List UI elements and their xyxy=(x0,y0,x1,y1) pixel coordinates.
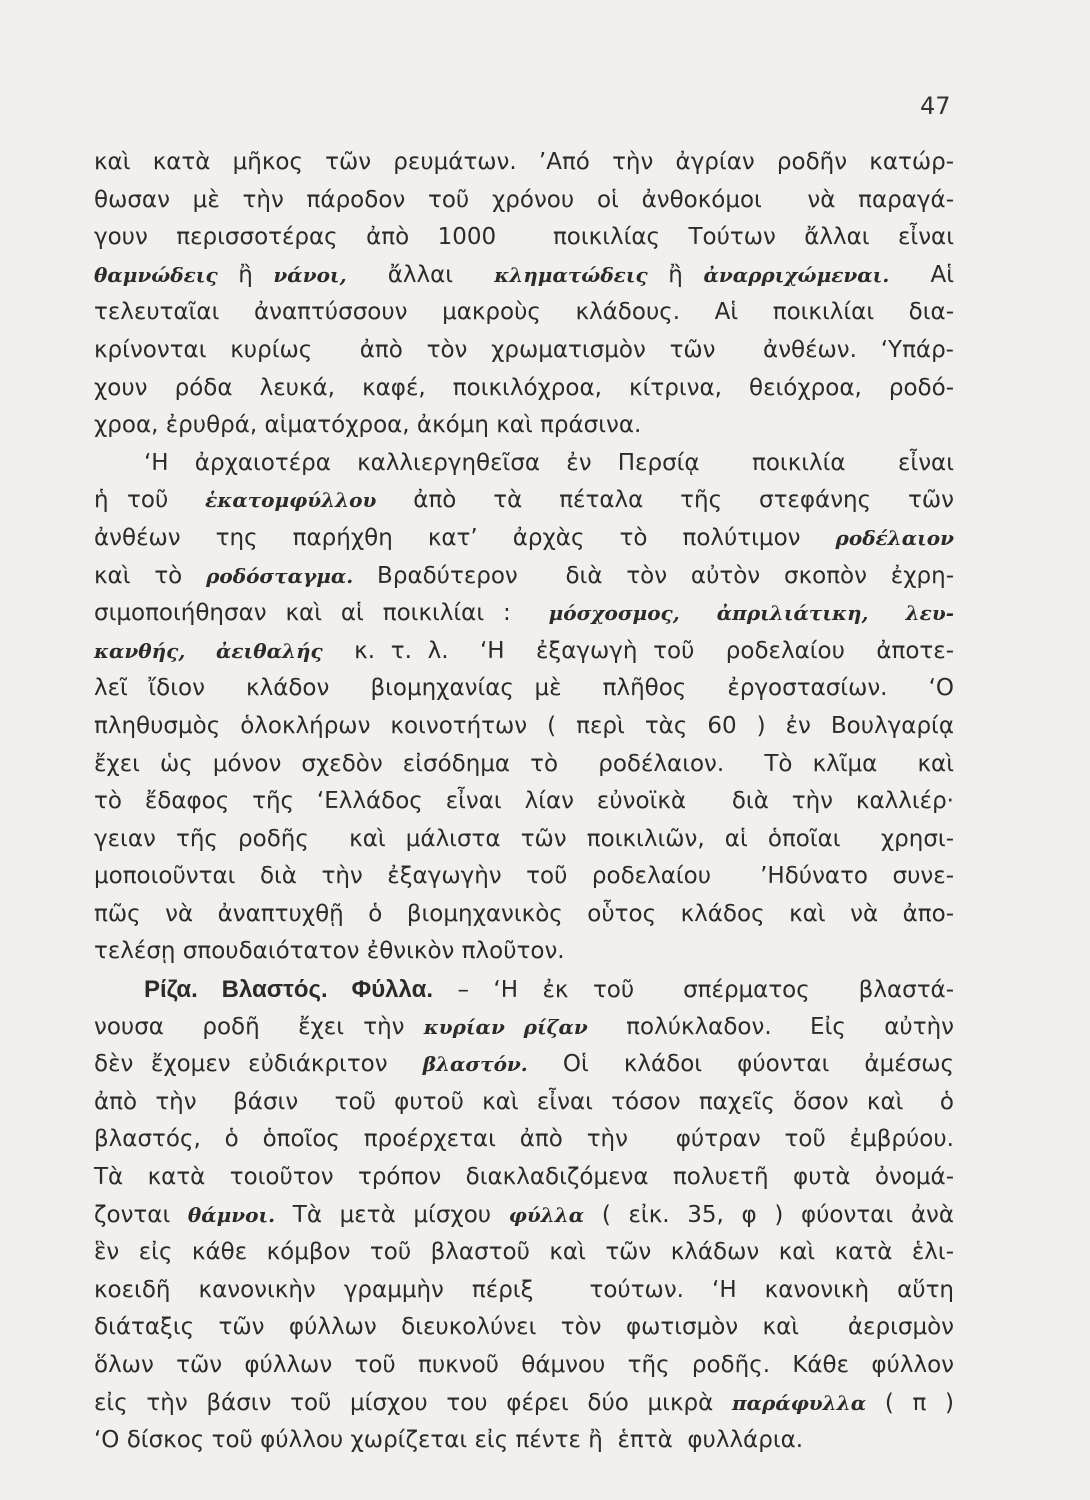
page-number: 47 xyxy=(920,92,951,120)
text-line xyxy=(94,633,954,671)
text-segment: Βραδύτερον διὰ τὸν αὐτὸν σκοπὸν ἐχρη- xyxy=(353,562,955,589)
text-line xyxy=(94,595,954,633)
text-line xyxy=(94,1084,954,1122)
text-line xyxy=(94,1159,954,1197)
text-line xyxy=(94,182,954,220)
text-segment: τελέσῃ σπουδαιότατον ἐθνικὸν πλοῦτον. xyxy=(94,938,565,965)
text-line xyxy=(94,1272,954,1310)
text-line xyxy=(94,821,954,859)
text-segment: χουν ρόδα λευκά, καφέ, ποικιλόχροα, κίτρινα, θειόχροα, ροδό- xyxy=(94,374,954,401)
text-segment: κρίνονται κυρίως ἀπὸ τὸν χρωματισμὸν τῶν ἀνθέων. ‘Υπάρ- xyxy=(94,336,954,363)
text-segment: μοποιοῦνται διὰ τὴν ἐξαγωγὴν τοῦ ροδελαίου ’Ηδύνατο συνε- xyxy=(94,863,954,890)
text-line xyxy=(94,896,954,934)
text-segment: διάταξις τῶν φύλλων διευκολύνει τὸν φωτισμὸν καὶ ἀερισμὸν xyxy=(94,1314,954,1341)
text-segment: ἓν εἰς κάθε κόμβον τοῦ βλαστοῦ καὶ τῶν κλάδων καὶ κατὰ ἑλι- xyxy=(94,1239,954,1266)
text-segment: δὲν ἔχομεν εὐδιάκριτον xyxy=(94,1051,423,1078)
text-segment: – ‘Η ἐκ τοῦ σπέρματος βλαστά- xyxy=(433,977,955,1004)
text-segment: ( π ) xyxy=(866,1389,954,1416)
text-segment: Τὰ μετὰ μίσχου xyxy=(275,1201,509,1228)
emphasized-term: κληματώδεις xyxy=(494,262,648,287)
emphasized-term: μόσχοσμος, ἀπριλιάτικη, λευ- xyxy=(548,601,954,626)
section-heading: Ρίζα. Βλαστός. Φύλλα. xyxy=(144,976,434,1004)
text-segment: τελευταῖαι ἀναπτύσσουν μακροὺς κλάδους. Αἱ ποικιλίαι δια- xyxy=(94,299,954,326)
text-segment: γειαν τῆς ροδῆς καὶ μάλιστα τῶν ποικιλιῶν, αἱ ὁποῖαι χρησι- xyxy=(94,825,954,852)
text-line xyxy=(94,1422,954,1460)
emphasized-term: νάνοι, xyxy=(273,262,347,287)
text-segment: σιμοποιήθησαν καὶ αἱ ποικιλίαι : xyxy=(94,600,549,627)
emphasized-term: ροδέλαιον xyxy=(835,525,954,550)
text-segment: εἰς τὴν βάσιν τοῦ μίσχου του φέρει δύο μικρὰ xyxy=(94,1389,732,1416)
text-segment: ‘Η ἀρχαιοτέρα καλλιεργηθεῖσα ἐν Περσίᾳ ποικιλία εἶναι xyxy=(144,449,954,476)
text-line xyxy=(94,933,954,971)
text-line xyxy=(94,1121,954,1159)
text-line xyxy=(94,1046,954,1084)
text-segment: ἀνθέων της παρήχθη κατ’ ἀρχὰς τὸ πολύτιμον xyxy=(94,524,836,551)
text-segment: πληθυσμὸς ὁλοκλήρων κοινοτήτων ( περὶ τὰς 60 ) ἐν Βουλγαρίᾳ xyxy=(94,712,954,739)
text-line xyxy=(94,783,954,821)
emphasized-term: θαμνώδεις xyxy=(94,262,218,287)
emphasized-term: κανθής, ἀειθαλής xyxy=(94,638,323,663)
text-segment: ἄλλαι xyxy=(346,261,495,288)
text-line xyxy=(94,445,954,483)
emphasized-term: φύλλα xyxy=(508,1202,585,1227)
text-line xyxy=(94,482,954,520)
text-line xyxy=(94,1347,954,1385)
text-line xyxy=(94,1309,954,1347)
emphasized-term: παράφυλλα xyxy=(731,1390,867,1415)
text-line xyxy=(94,1197,954,1235)
text-segment: ἀπὸ τὰ πέταλα τῆς στεφάνης τῶν xyxy=(376,487,954,514)
text-segment: κοειδῆ κανονικὴν γραμμὴν πέριξ τούτων. ‘Η κανονικὴ αὕτη xyxy=(94,1276,954,1303)
text-segment: θωσαν μὲ τὴν πάροδον τοῦ χρόνου οἱ ἀνθοκόμοι νὰ παραγά- xyxy=(94,186,954,213)
text-segment: ὅλων τῶν φύλλων τοῦ πυκνοῦ θάμνου τῆς ροδῆς. Κάθε φύλλον xyxy=(94,1352,954,1378)
text-line xyxy=(94,144,954,182)
text-line xyxy=(94,1385,954,1423)
text-line xyxy=(94,670,954,708)
text-line xyxy=(94,708,954,746)
text-segment: ‘Ο δίσκος τοῦ φύλλου χωρίζεται εἰς πέντε ἢ ἑπτὰ φυλλάρια. xyxy=(94,1427,804,1454)
text-segment: κ. τ. λ. ‘Η ἐξαγωγὴ τοῦ ροδελαίου ἀποτε- xyxy=(322,637,955,664)
text-segment: ( εἰκ. 35, φ ) φύονται ἀνὰ xyxy=(584,1201,954,1228)
text-line xyxy=(94,294,954,332)
text-segment: βλαστός, ὁ ὁποῖος προέρχεται ἀπὸ τὴν φύτραν τοῦ ἐμβρύου. xyxy=(94,1126,954,1153)
text-line xyxy=(94,971,954,1009)
text-line xyxy=(94,370,954,408)
text-line xyxy=(94,520,954,558)
text-segment: ἀπὸ τὴν βάσιν τοῦ φυτοῦ καὶ εἶναι τόσον παχεῖς ὅσον καὶ ὁ xyxy=(94,1088,954,1115)
emphasized-term: ροδόσταγμα. xyxy=(206,563,354,588)
text-segment: καὶ κατὰ μῆκος τῶν ρευμάτων. ’Από τὴν ἀγρίαν ροδῆν κατώρ- xyxy=(94,149,954,175)
emphasized-term: ἀναρριχώμεναι. xyxy=(703,262,890,287)
text-segment: καὶ τὸ xyxy=(94,562,207,589)
text-segment: ζονται xyxy=(94,1201,188,1228)
text-segment: γουν περισσοτέρας ἀπὸ 1000 ποικιλίας Τούτων ἄλλαι εἶναι xyxy=(94,224,954,251)
text-line xyxy=(94,257,954,295)
text-segment: πολύκλαδον. Εἰς αὐτὴν xyxy=(587,1013,954,1040)
text-segment: Αἱ xyxy=(889,261,954,288)
text-line xyxy=(94,219,954,257)
text-segment: πῶς νὰ ἀναπτυχθῇ ὁ βιομηχανικὸς οὗτος κλάδος καὶ νὰ ἀπο- xyxy=(94,900,954,927)
text-line xyxy=(94,746,954,784)
text-segment: τὸ ἔδαφος τῆς ‘Ελλάδος εἶναι λίαν εὐνοϊκὰ διὰ τὴν καλλιέρ· xyxy=(94,788,954,815)
text-segment: νουσα ροδῆ ἔχει τὴν xyxy=(94,1013,424,1040)
text-line xyxy=(94,332,954,370)
emphasized-term: ἑκατομφύλλου xyxy=(205,488,377,513)
body-text xyxy=(94,144,954,1460)
text-segment: ἡ τοῦ xyxy=(94,487,206,514)
text-line xyxy=(94,407,954,445)
text-segment: λεῖ ἴδιον κλάδον βιομηχανίας μὲ πλῆθος ἐργοστασίων. ‘Ο xyxy=(94,675,954,702)
text-line xyxy=(94,1009,954,1047)
text-line xyxy=(94,1234,954,1272)
text-line xyxy=(94,558,954,596)
text-segment: Οἱ κλάδοι φύονται ἀμέσως xyxy=(527,1051,954,1078)
emphasized-term: θάμνοι. xyxy=(187,1202,276,1227)
text-line xyxy=(94,858,954,896)
emphasized-term: βλαστόν. xyxy=(422,1052,528,1077)
text-segment: ἢ xyxy=(647,261,704,288)
text-segment: Τὰ κατὰ τοιοῦτον τρόπον διακλαδιζόμενα πολυετῆ φυτὰ ὀνομά- xyxy=(94,1164,954,1191)
text-segment: ἔχει ὡς μόνον σχεδὸν εἰσόδημα τὸ ροδέλαιον. Τὸ κλῖμα καὶ xyxy=(94,750,954,777)
emphasized-term: κυρίαν ρίζαν xyxy=(423,1014,588,1039)
text-segment: χροα, ἐρυθρά, αἱματόχροα, ἀκόμη καὶ πράσινα. xyxy=(94,412,642,439)
text-segment: ἢ xyxy=(217,261,274,288)
